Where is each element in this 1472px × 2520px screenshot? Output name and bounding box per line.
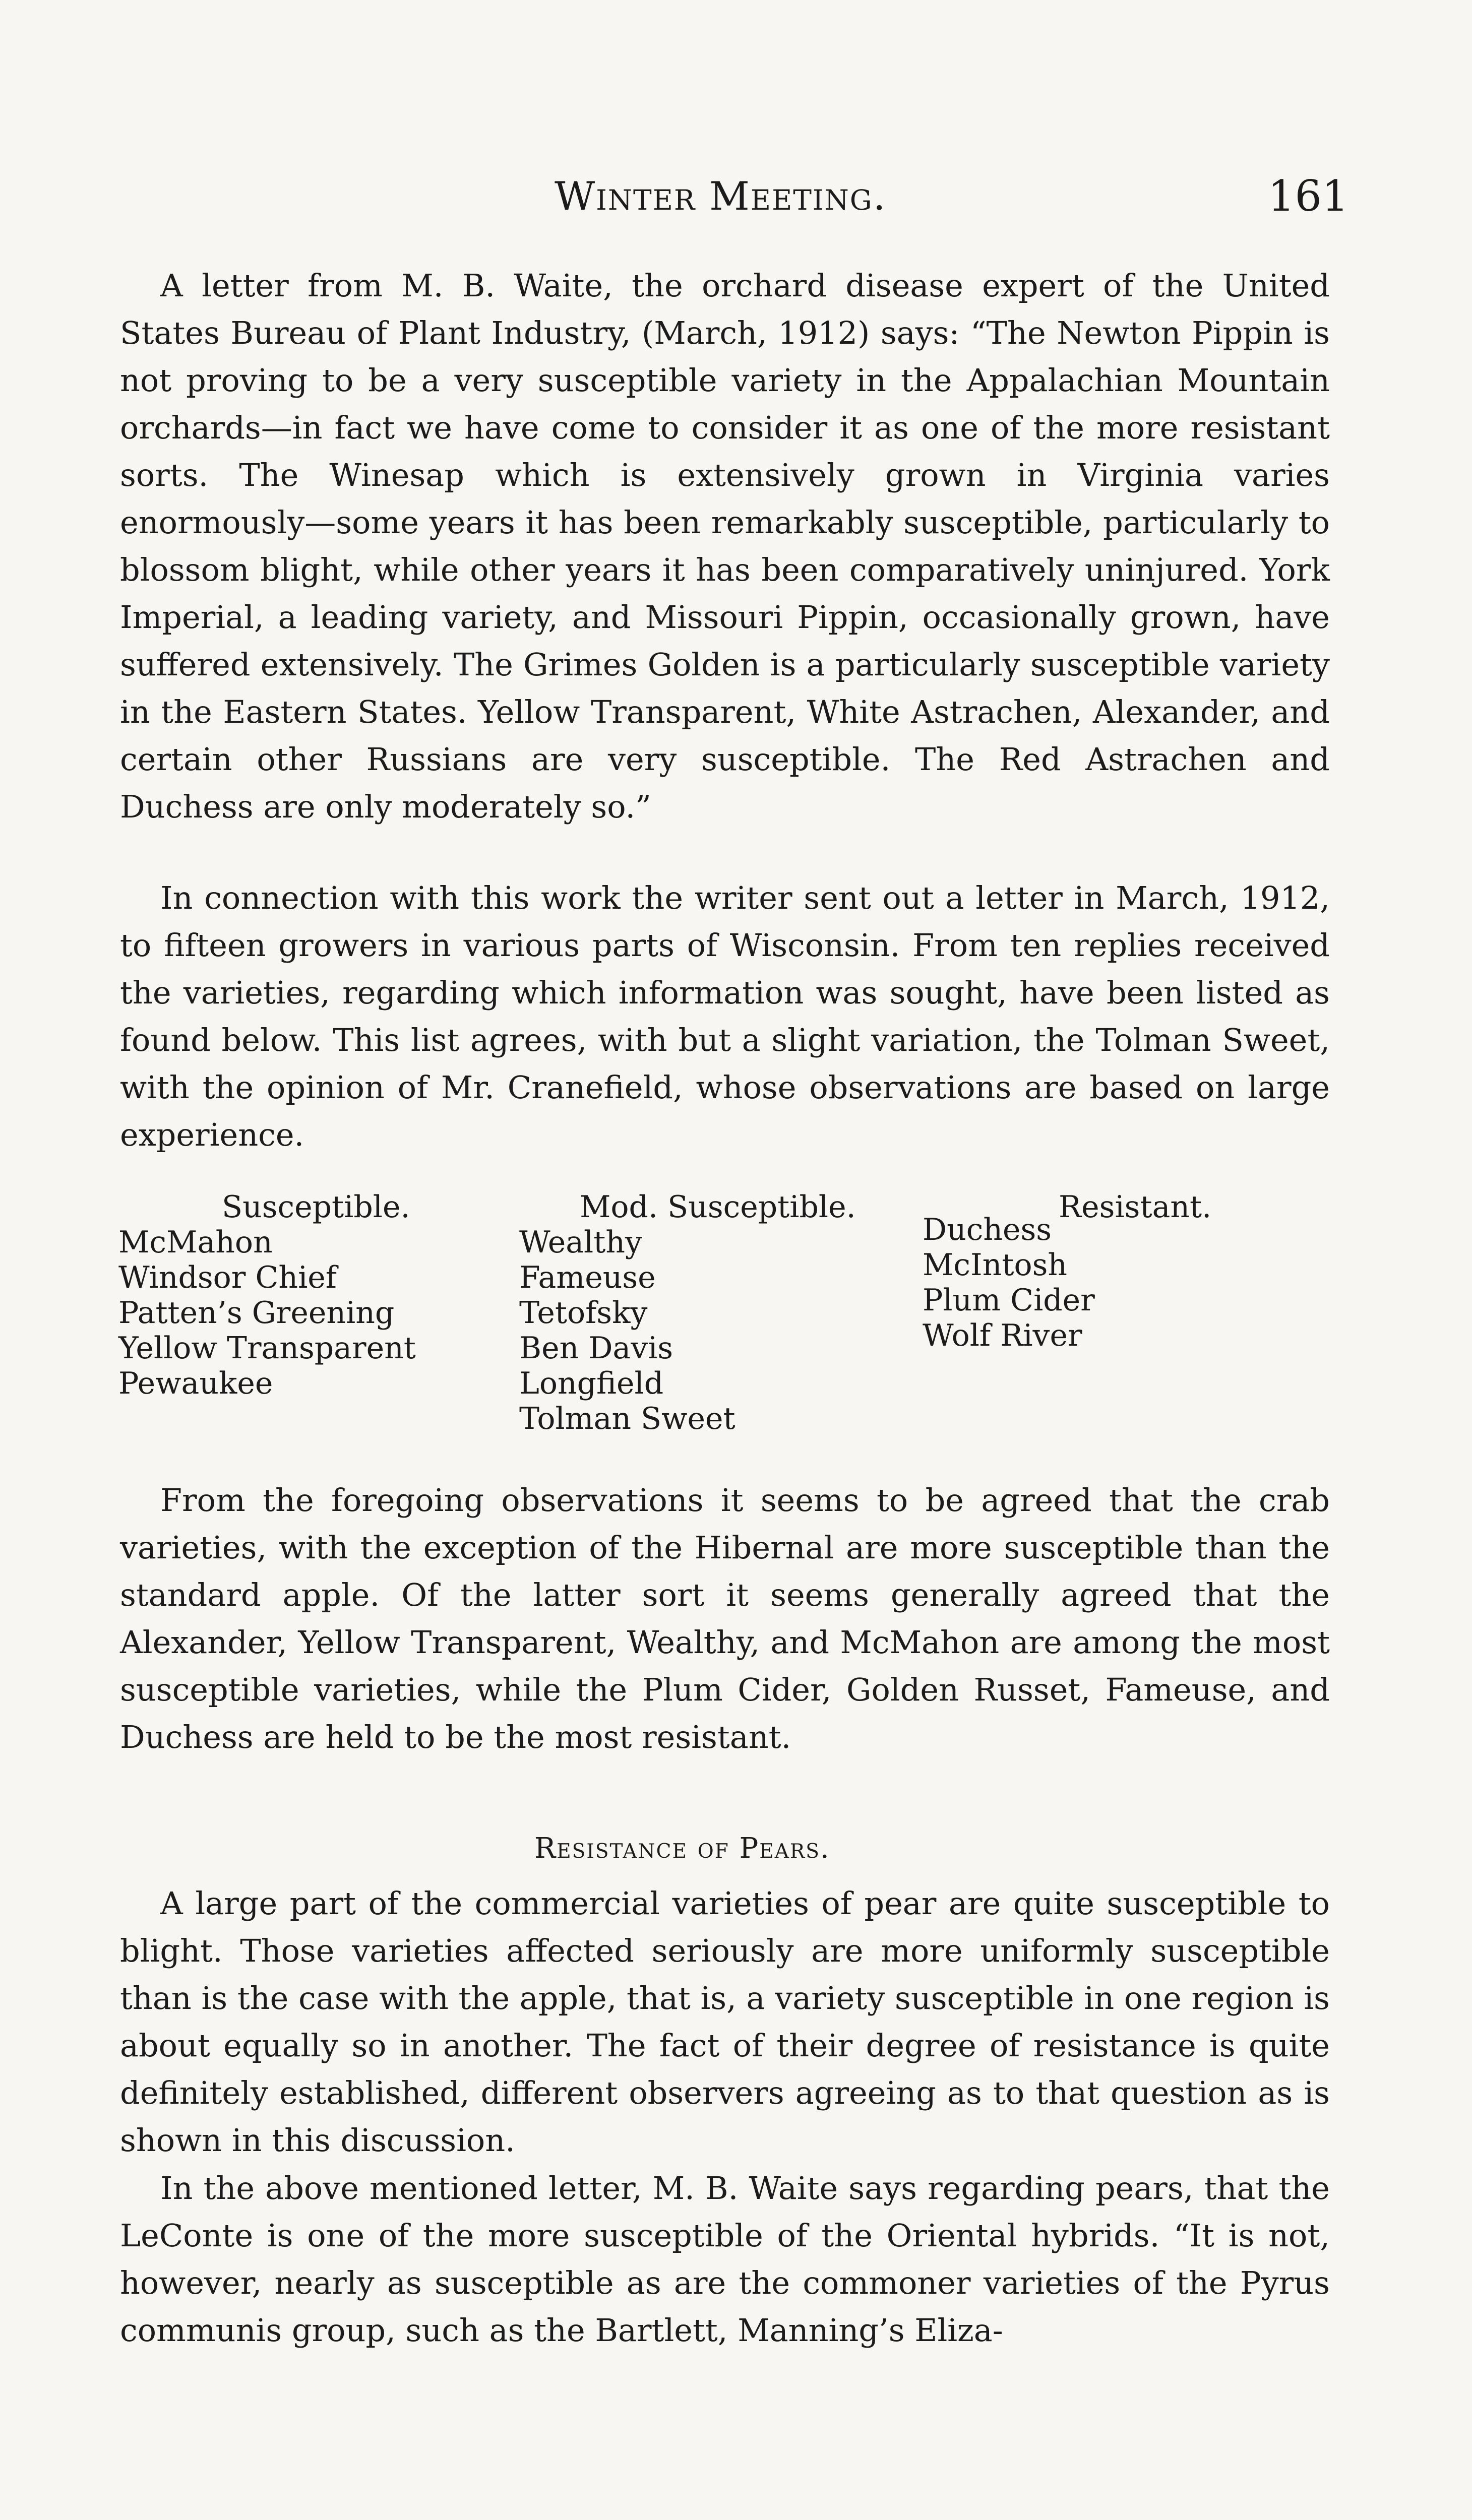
variety-table [118,1189,1328,1452]
list-item: Wolf River [923,1318,1082,1353]
running-head: Winter Meeting. [555,174,887,219]
list-item: Duchess [923,1212,1052,1247]
paragraph-text: From the foregoing observations it seems to be agreed that the crab varieties, with the exception of the Hibernal are more susceptible than the standard apple. Of the latter sort it seems generally agreed that the Alexander, Yellow Transparent, Wealthy, and McMahon are among the most susceptible varieties, while the Plum Cider, Golden Russet, Fameuse, and Duchess are held to be the most resistant. [120,1482,1330,1755]
list-item: McIntosh [923,1247,1068,1283]
paragraph-survey [120,874,1330,1159]
column-header: Mod. Susceptible. [580,1189,856,1225]
list-item: Ben Davis [519,1331,673,1366]
list-item: Yellow Transparent [118,1331,416,1366]
page-number: 161 [1268,171,1349,221]
paragraph-text: A letter from M. B. Waite, the orchard disease expert of the United States Bureau of Plant Industry, (March, 1912) says: “The Newton Pippin is not proving to be a very susceptible variety in the Appalachian Mountain orchards—in fact we have come to consider it as one of the more resistant sorts. The Winesap which is extensively grown in Virginia varies enormously—some years it has been remarkably susceptible, particularly to blossom blight, while other years it has been comparatively uninjured. York Imperial, a leading variety, and Missouri Pippin, occasionally grown, have suffered extensively. The Grimes Golden is a particularly susceptible variety in the Eastern States. Yellow Transparent, White Astrachen, Alexander, and certain other Russians are very susceptible. The Red Astrachen and Duchess are only moderately so.” [120,267,1330,825]
list-item: Longfield [519,1366,664,1401]
list-item: Fameuse [519,1260,656,1295]
paragraph-pears-intro [120,1880,1330,2164]
column-header: Susceptible. [222,1189,410,1225]
list-item: Tetofsky [519,1295,648,1331]
list-item: Wealthy [519,1225,642,1260]
column-mod-susceptible [519,1189,856,1436]
column-resistant [923,1189,1211,1353]
list-item: Windsor Chief [118,1260,337,1295]
column-items [118,1225,416,1401]
list-item: Pewaukee [118,1366,273,1401]
column-items [923,1212,1211,1353]
list-item: McMahon [118,1225,273,1260]
paragraph-conclusion [120,1477,1330,1761]
column-susceptible [118,1189,416,1401]
paragraph-waite-letter [120,262,1330,831]
paragraph-text: In the above mentioned letter, M. B. Waite says regarding pears, that the LeConte is one of the more susceptible of the Oriental hybrids. “It is not, however, nearly as susceptible as are the commoner varieties of the Pyrus communis group, such as the Bartlett, Manning’s Eliza- [120,2170,1330,2349]
column-items [519,1225,856,1436]
list-item: Tolman Sweet [519,1401,735,1436]
paragraph-pears-letter [120,2165,1330,2354]
paragraph-text: A large part of the commercial varieties of pear are quite susceptible to blight. Those varieties affected seriously are more uniformly susceptible than is the case with the apple, that is, a variety susceptible in one region is about equally so in another. The fact of their degree of resistance is quite definitely established, different observers agreeing as to that question as is shown in this discussion. [120,1885,1330,2159]
paragraph-text: In connection with this work the writer sent out a letter in March, 1912, to fifteen growers in various parts of Wisconsin. From ten replies received the varieties, regarding which information was sought, have been listed as found below. This list agrees, with but a slight variation, the Tolman Sweet, with the opinion of Mr. Cranefield, whose observations are based on large experience. [120,879,1330,1153]
column-header: Resistant. [1059,1189,1212,1225]
section-heading: Resistance of Pears. [534,1832,830,1865]
list-item: Plum Cider [923,1283,1095,1318]
list-item: Patten’s Greening [118,1295,395,1331]
